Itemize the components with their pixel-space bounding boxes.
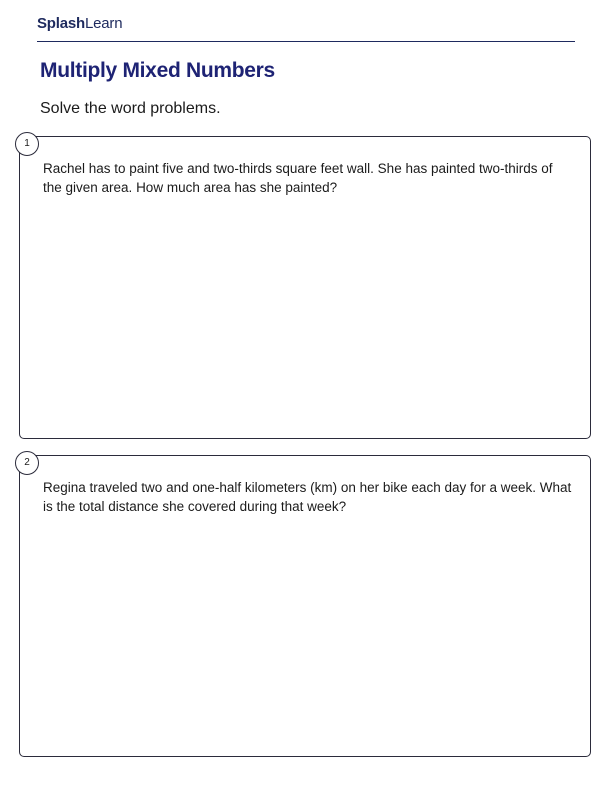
- worksheet-title: Multiply Mixed Numbers: [40, 59, 275, 82]
- question-text: Rachel has to paint five and two-thirds square feet wall. She has painted two-thirds of the given area. How much area has she painted?: [43, 161, 553, 195]
- question-text: Regina traveled two and one-half kilometers (km) on her bike each day for a week. What is the total distance she covered during that week?: [43, 480, 572, 514]
- brand-name-bold: Splash: [37, 15, 85, 32]
- brand-logo: [37, 15, 122, 32]
- brand-name-light: Learn: [84, 15, 123, 32]
- question-box-2[interactable]: [19, 455, 591, 757]
- header-divider: [37, 41, 575, 42]
- question-number-badge: 2: [15, 451, 39, 475]
- worksheet-instructions: Solve the word problems.: [40, 100, 221, 117]
- question-number-badge: 1: [15, 132, 39, 156]
- question-box-1[interactable]: [19, 136, 591, 439]
